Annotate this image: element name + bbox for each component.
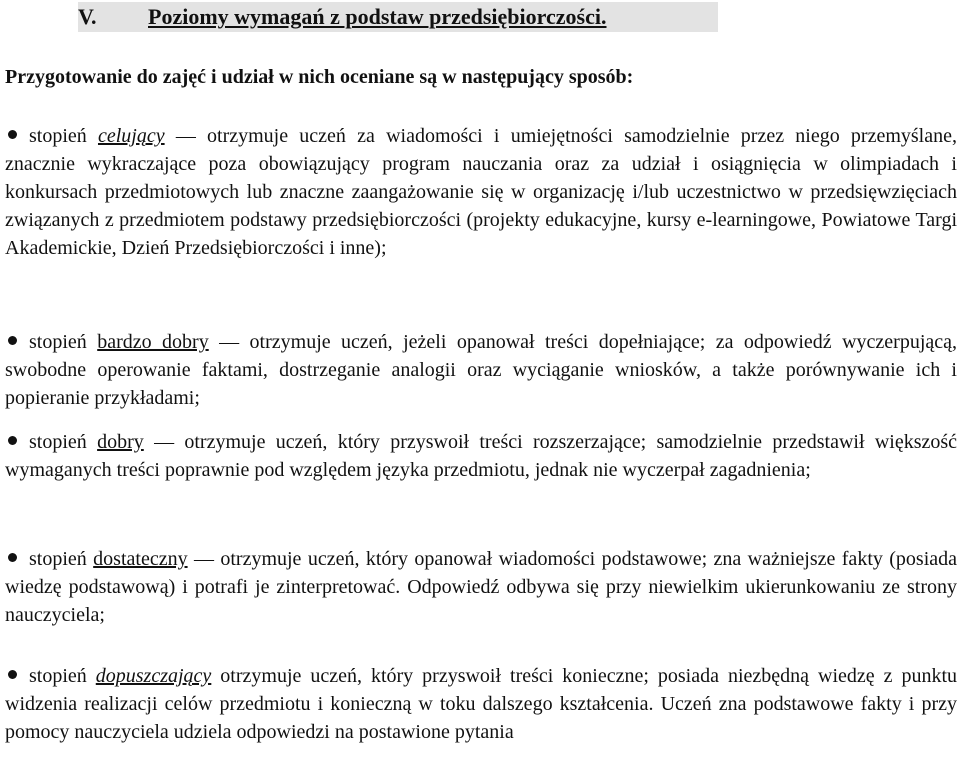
grade-description: — otrzymuje uczeń, który opanował wiadomości podstawowe; zna ważniejsze fakty (posiada wiedzę podstawową) i potrafi je zinterpretować. Odpowiedź odbywa się przy niewielkim ukierunkowaniu ze strony nauczyciela; [5,548,958,626]
grade-item-celujacy [5,122,957,262]
bullet-icon [8,130,17,139]
grade-item-bardzo-dobry [5,328,957,412]
section-number: V. [78,4,97,29]
grade-name: dopuszczający [95,665,212,687]
grade-prefix: stopień [29,665,87,687]
grade-prefix: stopień [29,548,87,570]
grade-name: dostateczny [93,548,188,570]
bullet-icon [8,436,17,445]
grade-item-dopuszczajacy [5,662,957,746]
bullet-icon [8,553,17,562]
grade-description: — otrzymuje uczeń, który przyswoił treści rozszerzające; samodzielnie przedstawił większość wymaganych treści poprawnie pod względem języka przedmiotu, jednak nie wyczerpał zagadnienia; [5,431,958,481]
grade-prefix: stopień [29,331,87,353]
grade-prefix: stopień [29,431,87,453]
grade-item-dobry [5,428,957,484]
bullet-icon [8,336,17,345]
grade-name: celujący [97,125,165,147]
grade-prefix: stopień [29,125,87,147]
section-title: Poziomy wymagań z podstaw przedsiębiorczości. [148,4,607,29]
grade-name: dobry [97,431,144,453]
grade-description: otrzymuje uczeń, który przyswoił treści konieczne; posiada niezbędną wiedzę z punktu widzenia realizacji celów przedmiotu i konieczną w toku dalszego kształcenia. Uczeń zna podstawowe fakty i przy pomocy nauczyciela udziela odpowiedzi na postawione pytania [5,665,958,743]
grade-item-dostateczny [5,545,957,629]
intro-text: Przygotowanie do zajęć i udział w nich oceniane są w następujący sposób: [5,66,634,88]
grade-description: — otrzymuje uczeń za wiadomości i umiejętności samodzielnie przez niego przemyślane, znacznie wykraczające poza obowiązujący program nauczania oraz za udział i osiągnięcia w olimpiadach i konkursach przedmiotowych lub znaczne zaangażowanie się w organizację i/lub uczestnictwo w przedsięwzięciach związanych z przedmiotem podstawy przedsiębiorczości (projekty edukacyjne, kursy e-learningowe, Powiatowe Targi Akademickie, Dzień Przedsiębiorczości i inne); [5,125,957,259]
grade-description: — otrzymuje uczeń, jeżeli opanował treści dopełniające; za odpowiedź wyczerpującą, swobodne operowanie faktami, dostrzeganie analogii oraz wyciąganie wniosków, a także porównywanie ich i popieranie przykładami; [5,331,958,409]
section-heading [78,2,718,32]
grade-name: bardzo dobry [97,331,209,353]
bullet-icon [8,670,17,679]
